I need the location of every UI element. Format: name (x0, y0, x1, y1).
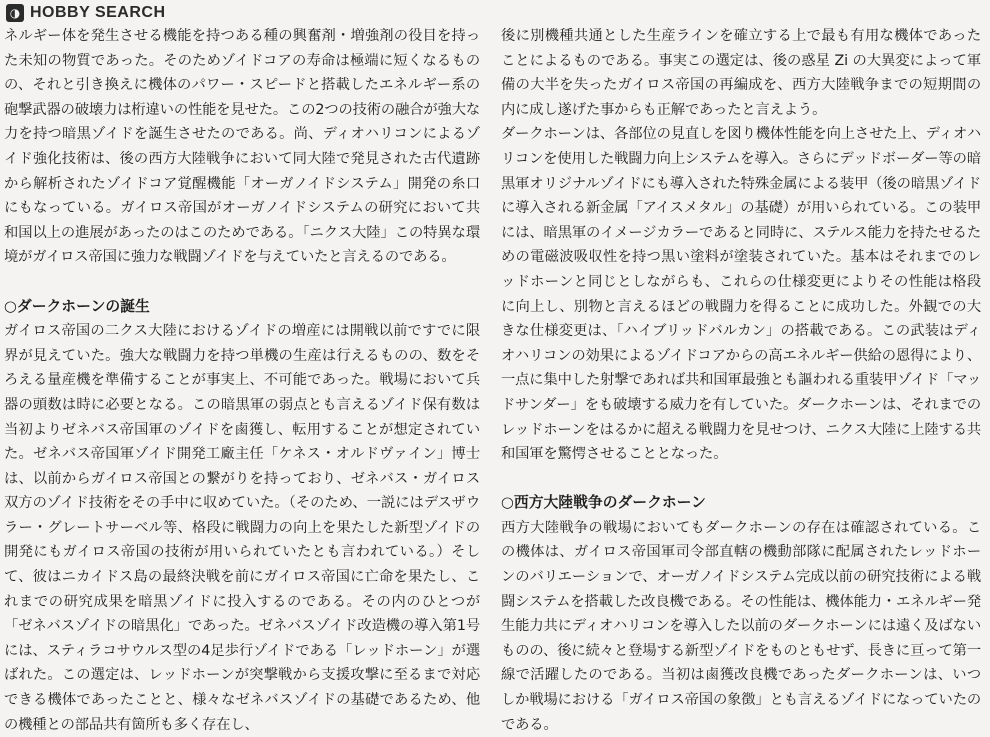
body-paragraph: 後に別機種共通とした生産ラインを確立する上で最も有用な機体であったことによるものである。事実この選定は、後の惑星 Zi の大異変によって軍備の大半を失ったガイロス帝国の再編成を、西方大陸戦争までの短期間の内に成し遂げた事からも正解であったと言えよう。 (501, 28, 981, 118)
body-paragraph: 西方大陸戦争の戦場においてもダークホーンの存在は確認されている。この機体は、ガイロス帝国軍司令部直轄の機動部隊に配属されたレッドホーンのバリエーションで、オーガノイドシステム完成以前の研究技術による戦闘システムを搭載した改良機である。その性能は、機体能力・エネルギー発生能力共にディオハリコンを導入した以前のダークホーンには遠く及ばないものの、後に続々と登場する新型ゾイドをものともせず、長きに亘って第一線で活躍したのである。当初は鹵獲改良機であったダークホーンは、いつしか戦場における「ガイロス帝国の象徴」とも言えるゾイドになっていたのである。 (501, 519, 981, 733)
hobby-search-logo-icon: ◑ (6, 4, 24, 22)
body-paragraph: ネルギー体を発生させる機能を持つある種の興奮剤・増強剤の役目を持った未知の物質であった。そのためゾイドコアの寿命は極端に短くなるものの、それと引き換えに機体のパワー・スピードと搭載したエネルギー系の砲撃武器の破壊力は桁違いの性能を見せた。この2つの技術の融合が強大な力を持つ暗黒ゾイドを誕生させたのである。尚、ディオハリコンによるゾイド強化技術は、後の西方大陸戦争において同大陸で発見された古代遺跡から解析されたゾイドコア覚醒機能「オーガノイドシステム」開発の糸口にもなっている。ガイロス帝国がオーガノイドシステムの研究において共和国以上の進展があったのはこのためである。「ニクス大陸」この特異な環境がガイロス帝国に強力な戦闘ゾイドを与えていたと言えるのである。 (4, 28, 480, 266)
section-heading: ○ダークホーンの誕生 (4, 297, 150, 315)
logo-text: HOBBY SEARCH (30, 4, 166, 21)
left-column (4, 24, 480, 737)
body-paragraph: ダークホーンは、各部位の見直しを図り機体性能を向上させた上、ディオハリコンを使用した戦闘力向上システムを導入。さらにデッドボーダー等の暗黒軍オリジナルゾイドにも導入された特殊金属による装甲（後の暗黒ゾイドに導入される新金属「アイスメタル」の基礎）が用いられている。この装甲には、暗黒軍のイメージカラーであると同時に、ステルス能力を持たせるための電磁波吸収性を持つ黒い塗料が塗装されていた。基本はそれまでのレッドホーンと同じとしながらも、これらの仕様変更によりその性能は格段に向上し、別物と言えるほどの戦闘力を得ることに成功した。外観での大きな仕様変更は、「ハイブリッドバルカン」の搭載である。この武装はディオハリコンの効果によるゾイドコアからの高エネルギー供給の恩得により、一点に集中した射撃であれば共和国軍最強とも謳われる重装甲ゾイド「マッドサンダー」をも破壊する威力を有していた。ダークホーンは、それまでのレッドホーンをはるかに超える戦闘力を見せつけ、ニクス大陸に上陸する共和国軍を驚愕させることとなった。 (501, 126, 981, 463)
body-paragraph: ガイロス帝国の二クス大陸におけるゾイドの増産には開戦以前ですでに限界が見えていた。強大な戦闘力を持つ単機の生産は行えるものの、数をそろえる量産機を準備することが事実上、不可能であった。戦場において兵器の頭数は時に必要となる。この暗黒軍の弱点とも言えるゾイド保有数は当初よりゼネバス帝国軍のゾイドを鹵獲し、転用することが想定されていた。ゼネバス帝国軍ゾイド開発工廠主任「ケネス・オルドヴァイン」博士は、以前からガイロス帝国との繋がりを持っており、ゼネバス・ガイロス双方のゾイド技術をその手中に収めていた。（そのため、一説にはデスザウラー・グレートサーベル等、格段に戦闘力の向上を果たした新型ゾイドの開発にもガイロス帝国の技術が用いられていたとも言われている。）そして、彼はニカイドス島の最終決戦を前にガイロス帝国に亡命を果たし、これまでの研究成果を暗黒ゾイドに投入するのである。その内のひとつが「ゼネバスゾイドの暗黒化」であった。ゼネバスゾイド改造機の導入第1号には、スティラコサウルス型の4足歩行ゾイドである「レッドホーン」が選ばれた。この選定は、レッドホーンが突撃戦から支援攻撃に至るまで対応できる機体であったことと、様々なゼネバスゾイドの基礎であるため、他の機種との部品共有箇所も多く存在し、 (4, 323, 480, 733)
section-heading: ○西方大陸戦争のダークホーン (501, 494, 706, 512)
right-column (501, 24, 981, 737)
site-logo[interactable] (6, 4, 166, 22)
